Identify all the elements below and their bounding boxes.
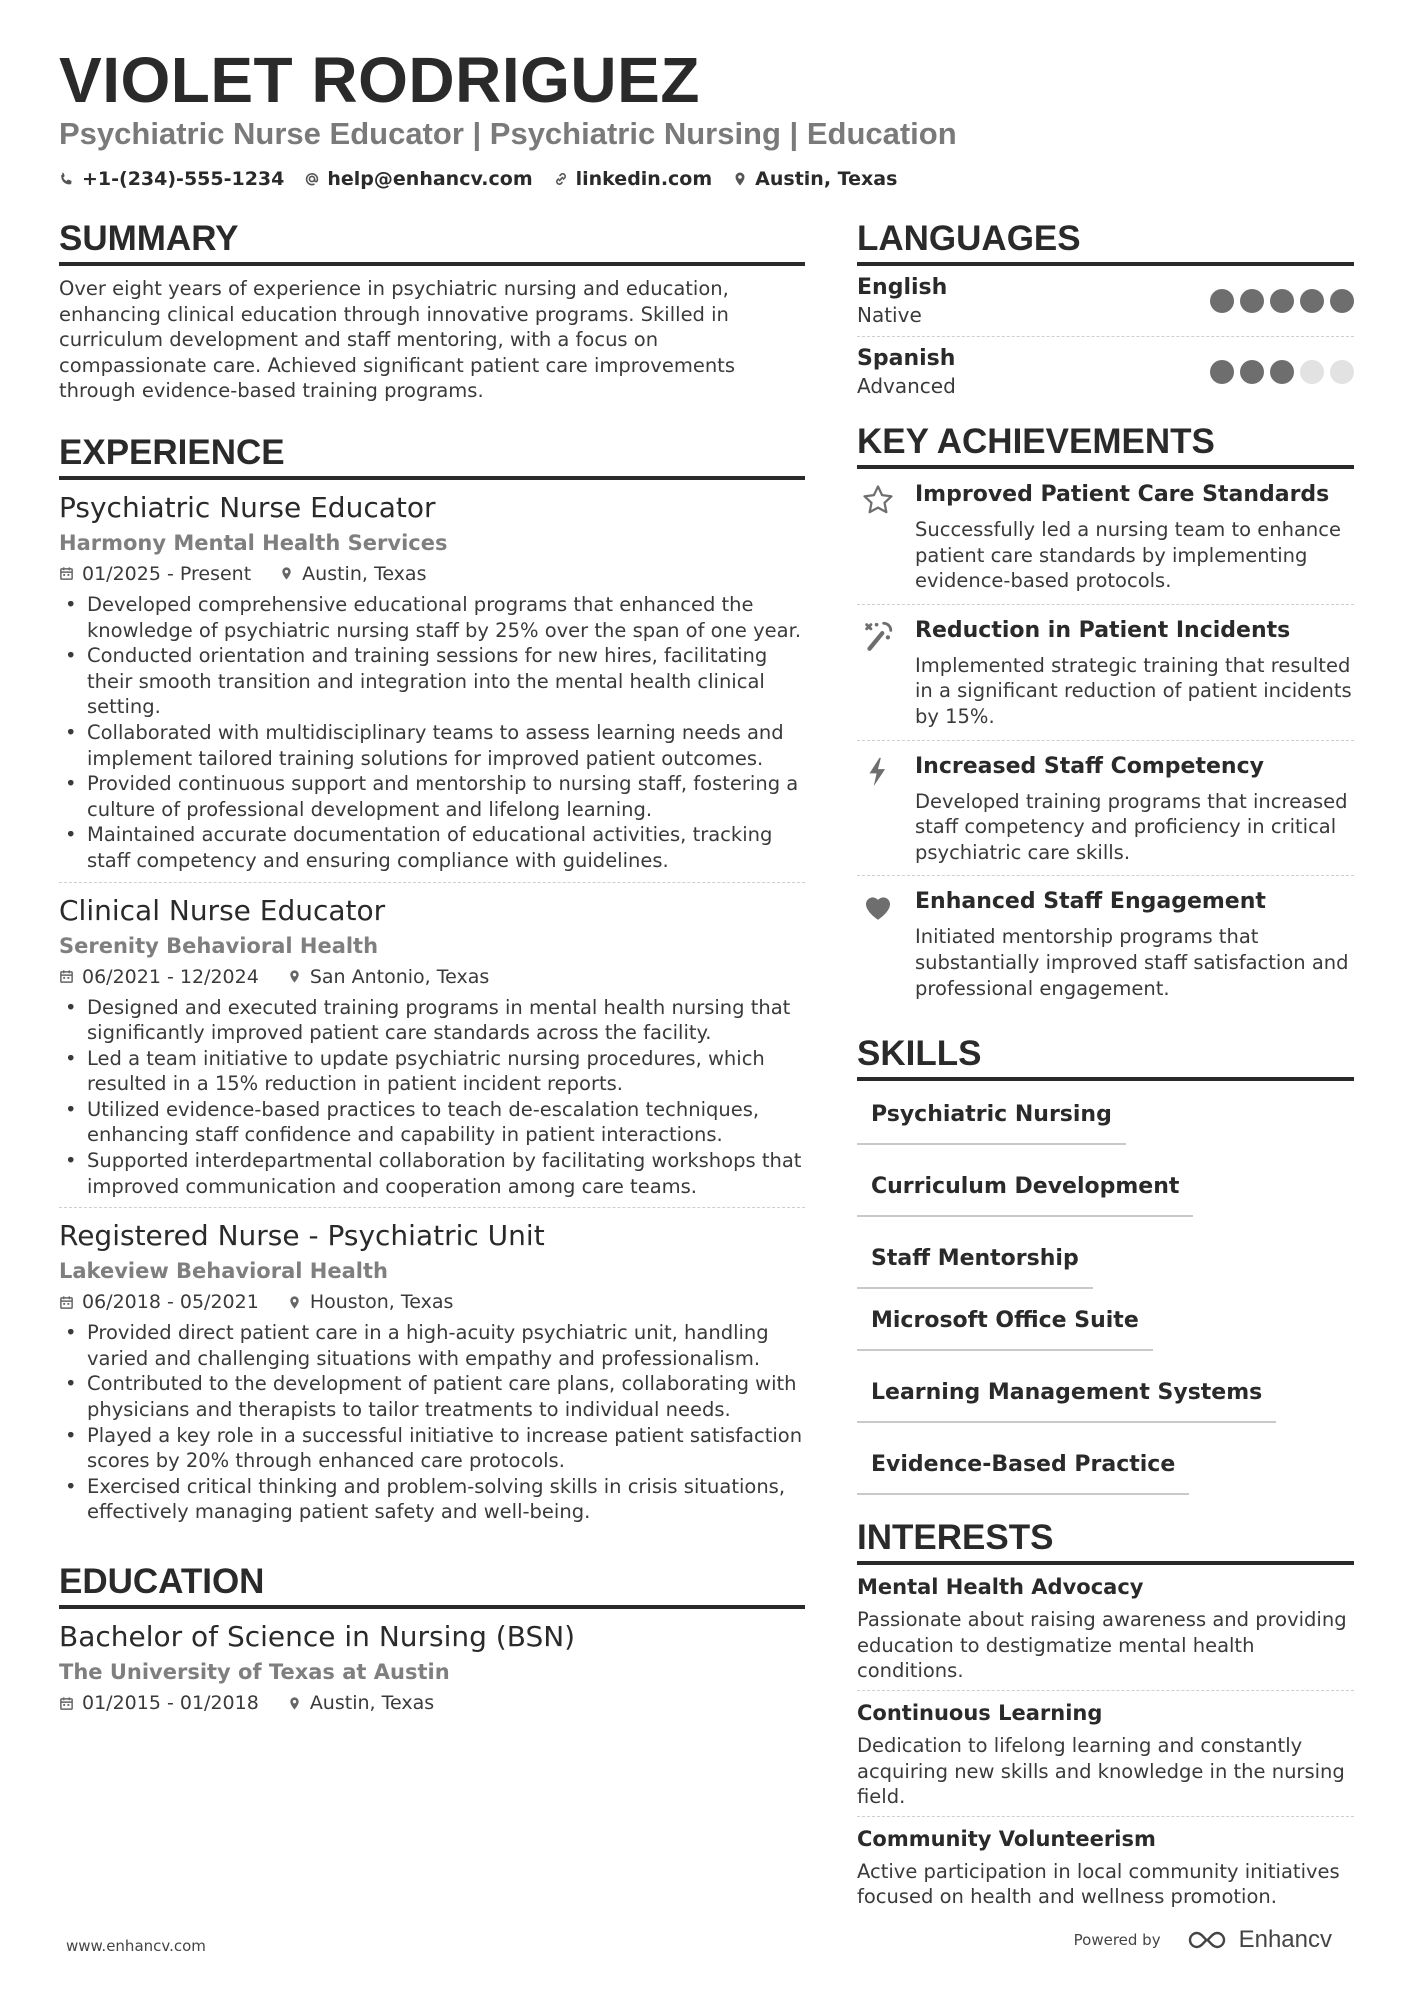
- rating-dot-filled: [1240, 289, 1264, 313]
- contact-linkedin[interactable]: [553, 168, 713, 190]
- language-level: Native: [857, 303, 922, 327]
- skill-tag: Microsoft Office Suite: [857, 1299, 1153, 1351]
- rating-dot-empty: [1300, 360, 1324, 384]
- education-dates-text: 01/2015 - 01/2018: [82, 1692, 259, 1714]
- job-company: Lakeview Behavioral Health: [59, 1259, 388, 1284]
- right-column: [857, 218, 1354, 1916]
- job-entry: [59, 1208, 805, 1533]
- footer-branding: [1074, 1926, 1332, 1954]
- enhancv-logo-icon: [1183, 1927, 1231, 1953]
- job-dates: [59, 1288, 259, 1316]
- language-item: [857, 266, 1354, 337]
- job-location: [287, 1288, 454, 1316]
- contact-phone[interactable]: [59, 168, 284, 190]
- job-dates-text: 06/2021 - 12/2024: [82, 965, 259, 988]
- candidate-name: VIOLET RODRIGUEZ: [59, 44, 700, 116]
- achievement-title: Enhanced Staff Engagement: [915, 889, 1266, 915]
- summary-section: [59, 218, 805, 404]
- interest-title: Community Volunteerism: [857, 1826, 1156, 1851]
- job-bullet: • Led a team initiative to update psychiatric nursing procedures, which resulted in a 15% reduction in patient incident reports.: [59, 1046, 805, 1097]
- powered-by-text: Powered by: [1073, 1931, 1161, 1949]
- job-dates-text: 01/2025 - Present: [82, 562, 252, 585]
- job-meta: [59, 560, 805, 588]
- language-name: Spanish: [857, 346, 956, 371]
- calendar-icon: [59, 566, 74, 581]
- languages-section: [857, 218, 1354, 407]
- interests-title: INTERESTS: [857, 1517, 1354, 1565]
- interest-item: [857, 1565, 1354, 1691]
- school: The University of Texas at Austin: [59, 1660, 450, 1684]
- job-bullet: • Contributed to the development of patient care plans, collaborating with physicians and therapists to tailor treatments to individual needs.: [59, 1371, 805, 1422]
- job-location-text: Houston, Texas: [309, 1291, 454, 1314]
- experience-section: [59, 432, 805, 1533]
- contact-location-text: Austin, Texas: [755, 168, 898, 190]
- education-location-text: Austin, Texas: [309, 1692, 435, 1714]
- footer-website[interactable]: www.enhancv.com: [66, 1937, 206, 1955]
- job-bullet: • Conducted orientation and training sessions for new hires, facilitating their smooth transition and integration into the mental health clinical setting.: [59, 643, 805, 720]
- language-item: [857, 337, 1354, 407]
- job-location: [279, 560, 426, 588]
- job-bullet: • Collaborated with multidisciplinary teams to assess learning needs and implement tailored training solutions for improved patient outcomes.: [59, 720, 805, 771]
- job-bullet: • Provided direct patient care in a high-acuity psychiatric unit, handling varied and challenging situations with empathy and professionalism.: [59, 1320, 805, 1371]
- interests-section: [857, 1517, 1354, 1916]
- star-icon: [861, 483, 895, 517]
- job-dates: [59, 963, 259, 991]
- rating-dot-filled: [1270, 289, 1294, 313]
- location-icon: [279, 566, 294, 581]
- job-title: Registered Nurse - Psychiatric Unit: [59, 1219, 545, 1253]
- rating-dot-filled: [1300, 289, 1324, 313]
- location-icon: [732, 171, 748, 187]
- job-dates: [59, 560, 251, 588]
- job-bullets: [59, 592, 805, 874]
- summary-text: Over eight years of experience in psychiatric nursing and education, enhancing clinical education through innovative programs. Skilled in curriculum development and staff mentoring, with a focus on compassionate care. Achieved significant patient care improvements through evidence-based training programs.: [59, 277, 735, 403]
- job-bullet: • Supported interdepartmental collaboration by facilitating workshops that improved communication and cooperation among care teams.: [59, 1148, 805, 1199]
- interest-title: Continuous Learning: [857, 1700, 1103, 1725]
- interest-item: [857, 1691, 1354, 1817]
- skill-tag: Evidence-Based Practice: [857, 1443, 1189, 1495]
- achievements-title: KEY ACHIEVEMENTS: [857, 421, 1354, 469]
- degree: Bachelor of Science in Nursing (BSN): [59, 1620, 576, 1653]
- education-meta: [59, 1689, 805, 1717]
- heart-icon: [861, 890, 895, 924]
- job-bullets: [59, 995, 805, 1200]
- job-location-text: San Antonio, Texas: [309, 965, 490, 988]
- achievements-section: [857, 421, 1354, 1011]
- contact-phone-text: +1-(234)-555-1234: [82, 168, 285, 190]
- magic-wand-icon: [861, 619, 895, 653]
- rating-dot-filled: [1210, 289, 1234, 313]
- education-title: EDUCATION: [59, 1561, 805, 1609]
- language-rating: [1210, 360, 1354, 384]
- language-name: English: [857, 275, 948, 300]
- rating-dot-filled: [1210, 360, 1234, 384]
- contact-linkedin-text: linkedin.com: [575, 168, 713, 190]
- summary-title: SUMMARY: [59, 218, 805, 266]
- job-bullet: • Provided continuous support and mentorship to nursing staff, fostering a culture of professional development and lifelong learning.: [59, 771, 805, 822]
- skill-tag: Psychiatric Nursing: [857, 1093, 1126, 1145]
- job-bullet: • Utilized evidence-based practices to teach de-escalation techniques, enhancing staff confidence and capability in patient interactions.: [59, 1097, 805, 1148]
- job-meta: [59, 1288, 805, 1316]
- rating-dot-filled: [1330, 289, 1354, 313]
- skill-tag: Staff Mentorship: [857, 1237, 1093, 1289]
- education-entry: [59, 1609, 805, 1725]
- achievement-item: [857, 876, 1354, 1011]
- achievement-title: Improved Patient Care Standards: [915, 482, 1330, 507]
- calendar-icon: [59, 1696, 74, 1711]
- skill-tag: Learning Management Systems: [857, 1371, 1276, 1423]
- experience-title: EXPERIENCE: [59, 432, 805, 480]
- rating-dot-filled: [1270, 360, 1294, 384]
- contact-bar: [59, 168, 897, 190]
- job-title: Clinical Nurse Educator: [59, 893, 386, 927]
- languages-title: LANGUAGES: [857, 218, 1354, 266]
- interest-desc: Dedication to lifelong learning and constantly acquiring new skills and knowledge in the nursing field.: [857, 1733, 1345, 1809]
- skills-section: [857, 1033, 1354, 1495]
- achievement-desc: Initiated mentorship programs that substantially improved staff satisfaction and professional engagement.: [915, 925, 1349, 1000]
- contact-location: [732, 168, 897, 190]
- job-bullet: • Designed and executed training programs in mental health nursing that significantly improved patient care standards across the facility.: [59, 995, 805, 1046]
- job-location: [287, 963, 489, 991]
- rating-dot-empty: [1330, 360, 1354, 384]
- interest-desc: Active participation in local community initiatives focused on health and wellness promotion.: [857, 1859, 1340, 1909]
- rating-dot-filled: [1240, 360, 1264, 384]
- achievement-desc: Successfully led a nursing team to enhance patient care standards by implementing evidence-based protocols.: [915, 518, 1341, 593]
- education-location: [287, 1689, 434, 1717]
- skills-list: [857, 1081, 1354, 1495]
- lightning-icon: [861, 755, 895, 789]
- contact-email-text: help@enhancv.com: [327, 168, 533, 190]
- achievement-desc: Implemented strategic training that resulted in a significant reduction of patient incidents by 15%.: [915, 653, 1352, 728]
- left-column: [59, 218, 805, 1725]
- achievement-item: [857, 469, 1354, 605]
- contact-email[interactable]: [304, 168, 532, 190]
- achievement-title: Increased Staff Competency: [915, 753, 1264, 779]
- job-bullet: • Developed comprehensive educational programs that enhanced the knowledge of psychiatric nursing staff by 25% over the span of one year.: [59, 592, 805, 643]
- job-bullet: • Maintained accurate documentation of educational activities, tracking staff competency and ensuring compliance with guidelines.: [59, 822, 805, 873]
- job-dates-text: 06/2018 - 05/2021: [82, 1291, 259, 1314]
- achievement-item: [857, 605, 1354, 741]
- job-meta: [59, 963, 805, 991]
- phone-icon: [59, 171, 75, 187]
- at-icon: [304, 171, 320, 187]
- link-icon: [553, 171, 569, 187]
- job-title: Psychiatric Nurse Educator: [59, 490, 436, 524]
- calendar-icon: [59, 1295, 74, 1310]
- brand-logo[interactable]: [1183, 1926, 1332, 1954]
- interest-item: [857, 1817, 1354, 1916]
- job-bullets: [59, 1320, 805, 1525]
- location-icon: [287, 969, 302, 984]
- job-entry: [59, 480, 805, 883]
- job-bullet: • Played a key role in a successful initiative to increase patient satisfaction scores by 20% through enhanced care protocols.: [59, 1423, 805, 1474]
- calendar-icon: [59, 969, 74, 984]
- interest-desc: Passionate about raising awareness and providing education to destigmatize mental health conditions.: [857, 1608, 1347, 1683]
- achievement-item: [857, 741, 1354, 877]
- job-location-text: Austin, Texas: [302, 562, 427, 585]
- job-company: Serenity Behavioral Health: [59, 933, 379, 958]
- location-icon: [287, 1295, 302, 1310]
- skill-tag: Curriculum Development: [857, 1165, 1193, 1217]
- education-section: [59, 1561, 805, 1725]
- language-level: Advanced: [857, 374, 956, 398]
- brand-name: Enhancv: [1238, 1926, 1332, 1953]
- headline: Psychiatric Nurse Educator | Psychiatric Nursing | Education: [59, 116, 957, 151]
- education-dates: [59, 1689, 259, 1717]
- location-icon: [287, 1696, 302, 1711]
- job-entry: [59, 883, 805, 1209]
- interest-title: Mental Health Advocacy: [857, 1575, 1144, 1600]
- job-company: Harmony Mental Health Services: [59, 530, 448, 555]
- skills-title: SKILLS: [857, 1033, 1354, 1081]
- achievement-title: Reduction in Patient Incidents: [915, 617, 1291, 643]
- language-rating: [1210, 289, 1354, 313]
- achievement-desc: Developed training programs that increased staff competency and proficiency in critical psychiatric care skills.: [915, 789, 1348, 864]
- job-bullet: • Exercised critical thinking and problem-solving skills in crisis situations, effectively managing patient safety and well-being.: [59, 1474, 805, 1525]
